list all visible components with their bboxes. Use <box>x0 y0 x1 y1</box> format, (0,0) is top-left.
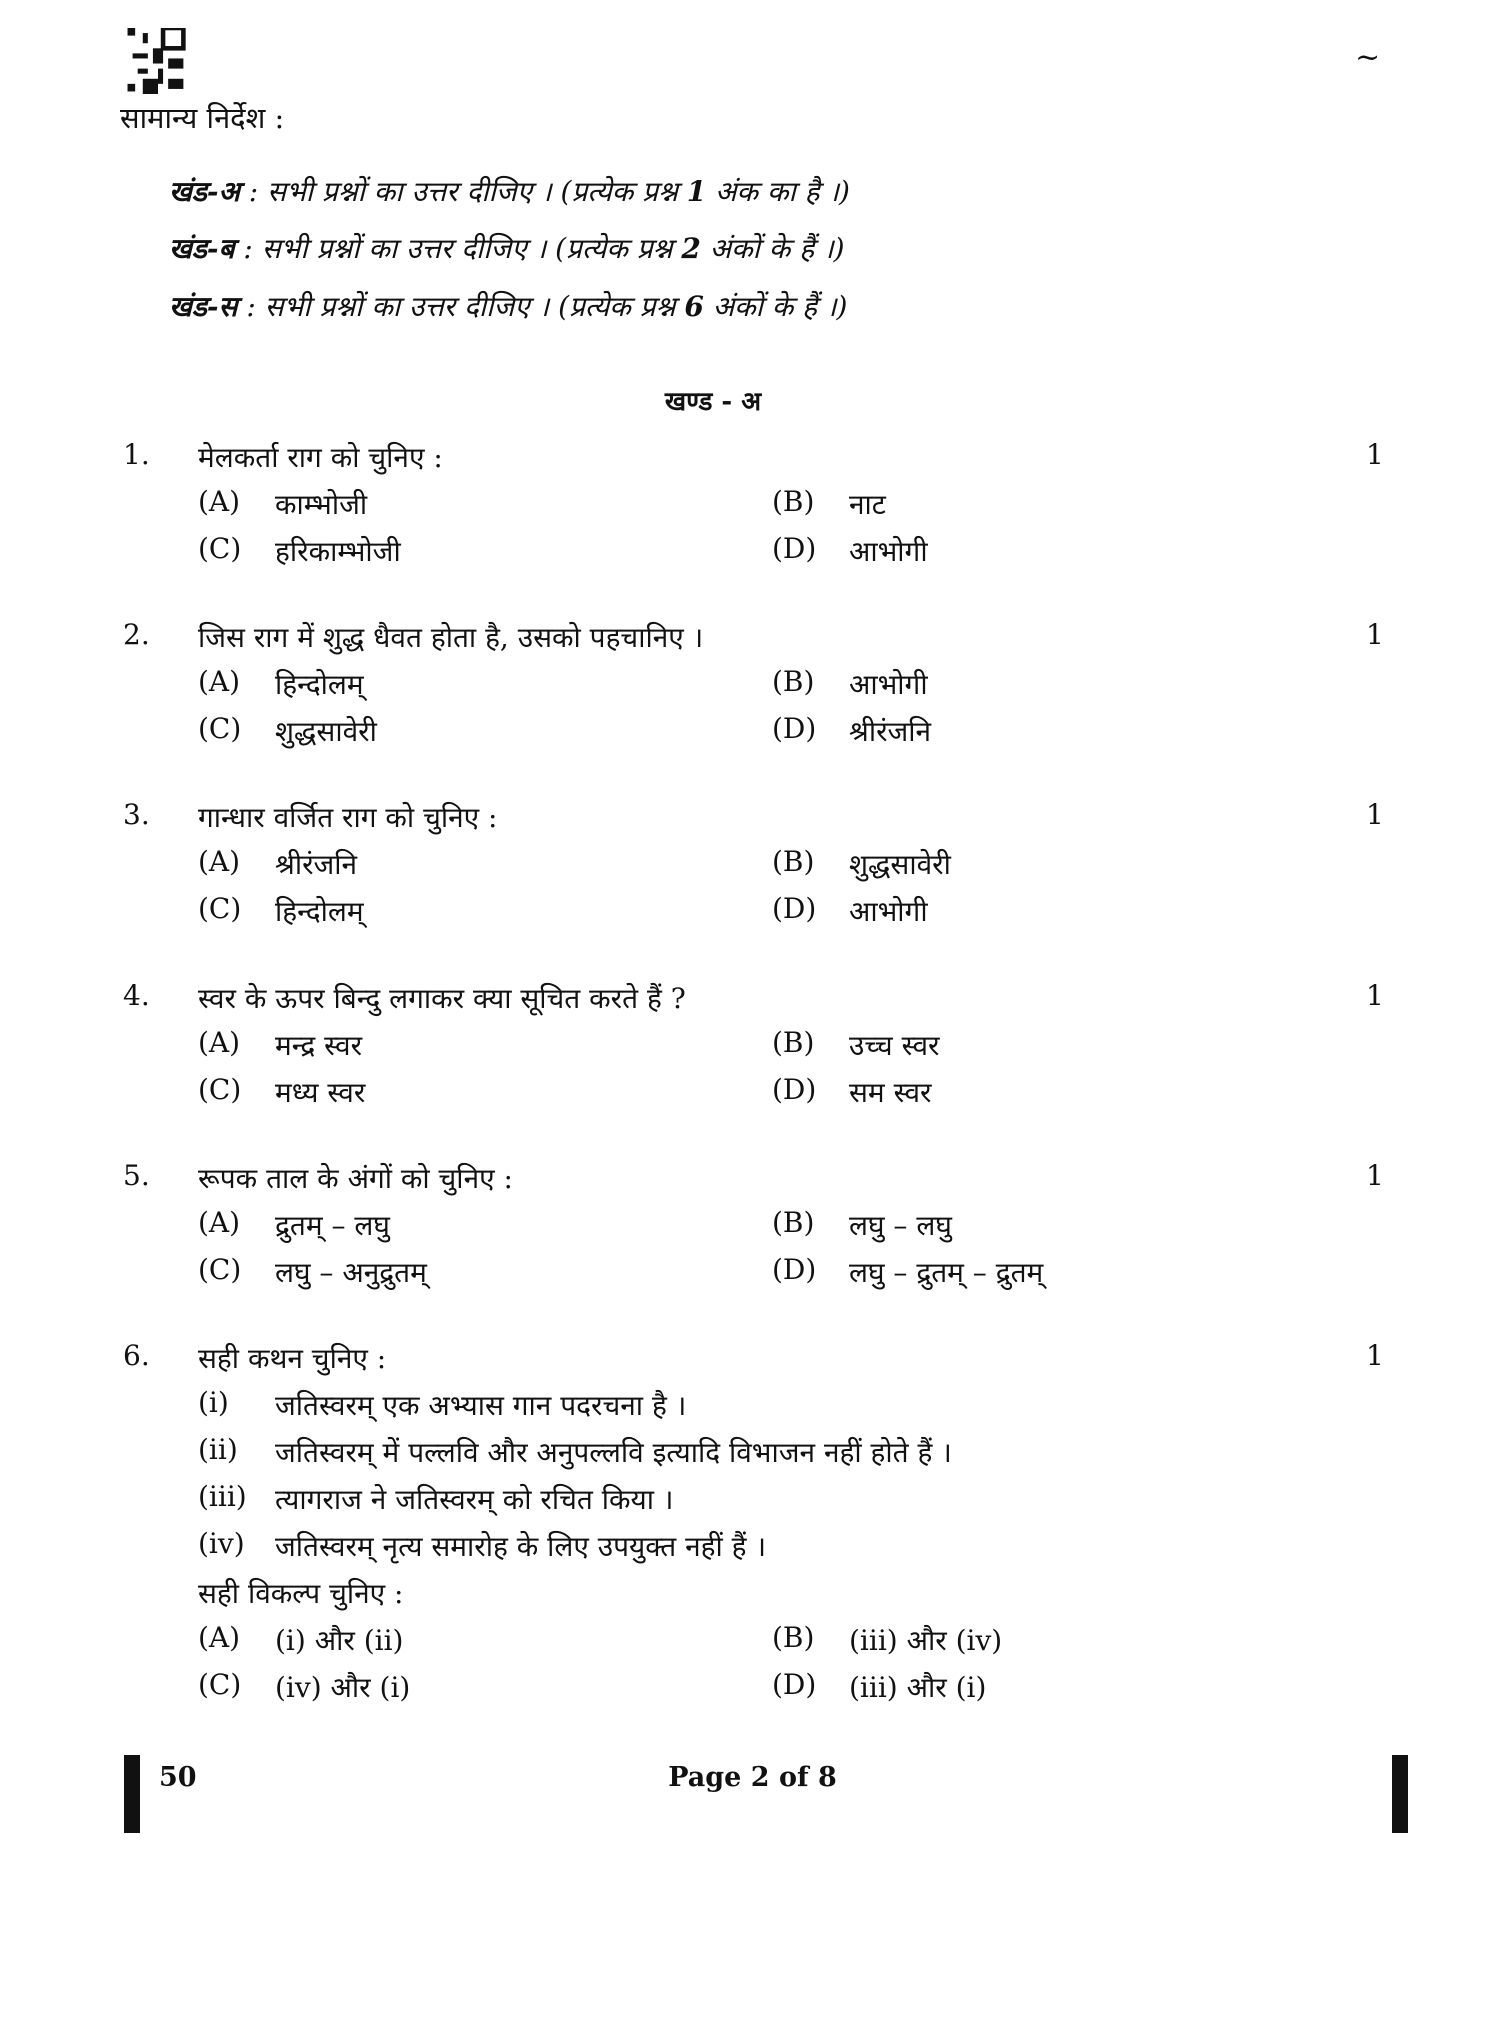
general-instructions-heading: सामान्य निर्देश : <box>120 101 285 135</box>
instruction-tail: अंकों के हैं ।) <box>703 290 848 323</box>
instruction-line <box>169 287 847 325</box>
question-text: रूपक ताल के अंगों को चुनिए : <box>198 1162 513 1195</box>
option-letter: (D) <box>772 892 817 925</box>
statement-label: (iv) <box>198 1527 245 1560</box>
option-letter: (C) <box>198 712 242 745</box>
option-letter: (D) <box>772 532 817 565</box>
statement-label: (ii) <box>198 1433 238 1466</box>
instruction-text: : सभी प्रश्नों का उत्तर दीजिए । (प्रत्येक प्रश्न <box>239 175 687 208</box>
question-marks: 1 <box>1366 1159 1384 1192</box>
statement-text: जतिस्वरम् में पल्लवि और अनुपल्लवि इत्यादि विभाजन नहीं होते हैं । <box>275 1436 952 1469</box>
question-marks: 1 <box>1366 798 1384 831</box>
option-text: काम्भोजी <box>275 488 368 521</box>
option-text: द्रुतम् – लघु <box>275 1209 390 1242</box>
question-number: 5. <box>123 1159 150 1192</box>
instruction-text: : सभी प्रश्नों का उत्तर दीजिए । (प्रत्येक प्रश्न <box>237 290 685 323</box>
qr-code <box>127 28 189 94</box>
option-letter: (C) <box>198 1073 242 1106</box>
page-number: Page 2 of 8 <box>668 1762 837 1793</box>
option-text: शुद्धसावेरी <box>275 715 377 748</box>
instruction-text: : सभी प्रश्नों का उत्तर दीजिए । (प्रत्येक प्रश्न <box>234 232 682 265</box>
option-letter: (B) <box>772 1621 815 1654</box>
option-text: नाट <box>849 488 886 521</box>
statement-text: जतिस्वरम् नृत्य समारोह के लिए उपयुक्त नहीं हैं । <box>275 1530 767 1563</box>
question-marks: 1 <box>1366 1339 1384 1372</box>
statement <box>198 1527 767 1563</box>
option-letter: (D) <box>772 1073 817 1106</box>
option-text: लघु – द्रुतम् – द्रुतम् <box>849 1256 1044 1289</box>
statement <box>198 1480 674 1516</box>
question-number: 3. <box>123 798 150 831</box>
statement-label: (i) <box>198 1386 229 1419</box>
option-letter: (A) <box>198 845 241 878</box>
question-text: मेलकर्ता राग को चुनिए : <box>198 441 443 474</box>
instruction-line <box>169 172 850 210</box>
option-text: आभोगी <box>849 535 928 568</box>
instruction-section: खंड-स <box>169 290 238 323</box>
option-text: हरिकाम्भोजी <box>275 535 401 568</box>
option-text: लघु – अनुद्रुतम् <box>275 1256 427 1289</box>
option-text: (iii) और (i) <box>849 1671 987 1704</box>
option-text: मध्य स्वर <box>275 1076 366 1109</box>
paper-code: 50 <box>159 1762 197 1793</box>
corner-mark: ~ <box>1355 40 1381 75</box>
option-text: आभोगी <box>849 668 928 701</box>
option-letter: (B) <box>772 1206 815 1239</box>
option-letter: (C) <box>198 1668 242 1701</box>
option-letter: (B) <box>772 485 815 518</box>
option-letter: (C) <box>198 1253 242 1286</box>
instruction-marks: 2 <box>681 232 701 265</box>
instruction-marks: 1 <box>686 175 707 208</box>
option-letter: (D) <box>772 1253 817 1286</box>
question-text: गान्धार वर्जित राग को चुनिए : <box>198 801 498 834</box>
option-text: (i) और (ii) <box>275 1624 404 1657</box>
option-text: आभोगी <box>849 895 928 928</box>
question-text: स्वर के ऊपर बिन्दु लगाकर क्या सूचित करते हैं ? <box>198 982 686 1015</box>
option-letter: (B) <box>772 1026 815 1059</box>
option-text: सम स्वर <box>849 1076 932 1109</box>
option-text: लघु – लघु <box>849 1209 952 1242</box>
question-marks: 1 <box>1366 438 1384 471</box>
option-letter: (B) <box>772 665 815 698</box>
option-text: हिन्दोलम् <box>275 668 364 701</box>
choose-prompt: सही विकल्प चुनिए : <box>198 1577 404 1610</box>
option-letter: (A) <box>198 1206 241 1239</box>
instruction-marks: 6 <box>684 290 704 323</box>
option-text: (iv) और (i) <box>275 1671 411 1704</box>
option-letter: (A) <box>198 665 241 698</box>
statement-text: त्यागराज ने जतिस्वरम् को रचित किया । <box>275 1483 674 1516</box>
option-text: शुद्धसावेरी <box>849 848 951 881</box>
statement-text: जतिस्वरम् एक अभ्यास गान पदरचना है । <box>275 1389 687 1422</box>
instruction-section: खंड-अ <box>169 175 240 208</box>
option-letter: (C) <box>198 532 242 565</box>
option-letter: (C) <box>198 892 242 925</box>
instruction-section: खंड-ब <box>169 232 235 265</box>
option-text: श्रीरंजनि <box>275 848 358 881</box>
statement <box>198 1433 952 1469</box>
instruction-tail: अंकों के हैं ।) <box>700 232 845 265</box>
option-letter: (D) <box>772 712 817 745</box>
option-letter: (A) <box>198 1026 241 1059</box>
option-letter: (A) <box>198 1621 241 1654</box>
question-text: सही कथन चुनिए : <box>198 1342 387 1375</box>
option-text: श्रीरंजनि <box>849 715 932 748</box>
option-text: मन्द्र स्वर <box>275 1029 363 1062</box>
option-text: उच्च स्वर <box>849 1029 940 1062</box>
statement <box>198 1386 687 1422</box>
question-number: 4. <box>123 979 150 1012</box>
question-number: 2. <box>123 618 150 651</box>
option-letter: (B) <box>772 845 815 878</box>
option-letter: (D) <box>772 1668 817 1701</box>
question-number: 6. <box>123 1339 150 1372</box>
question-number: 1. <box>123 438 150 471</box>
instruction-tail: अंक का है ।) <box>706 175 850 208</box>
option-text: हिन्दोलम् <box>275 895 364 928</box>
instruction-line <box>169 229 845 267</box>
statement-label: (iii) <box>198 1480 247 1513</box>
option-text: (iii) और (iv) <box>849 1624 1003 1657</box>
question-marks: 1 <box>1366 979 1384 1012</box>
question-text: जिस राग में शुद्ध धैवत होता है, उसको पहचानिए । <box>198 621 704 654</box>
option-letter: (A) <box>198 485 241 518</box>
section-title: खण्ड - अ <box>664 387 762 417</box>
question-marks: 1 <box>1366 618 1384 651</box>
